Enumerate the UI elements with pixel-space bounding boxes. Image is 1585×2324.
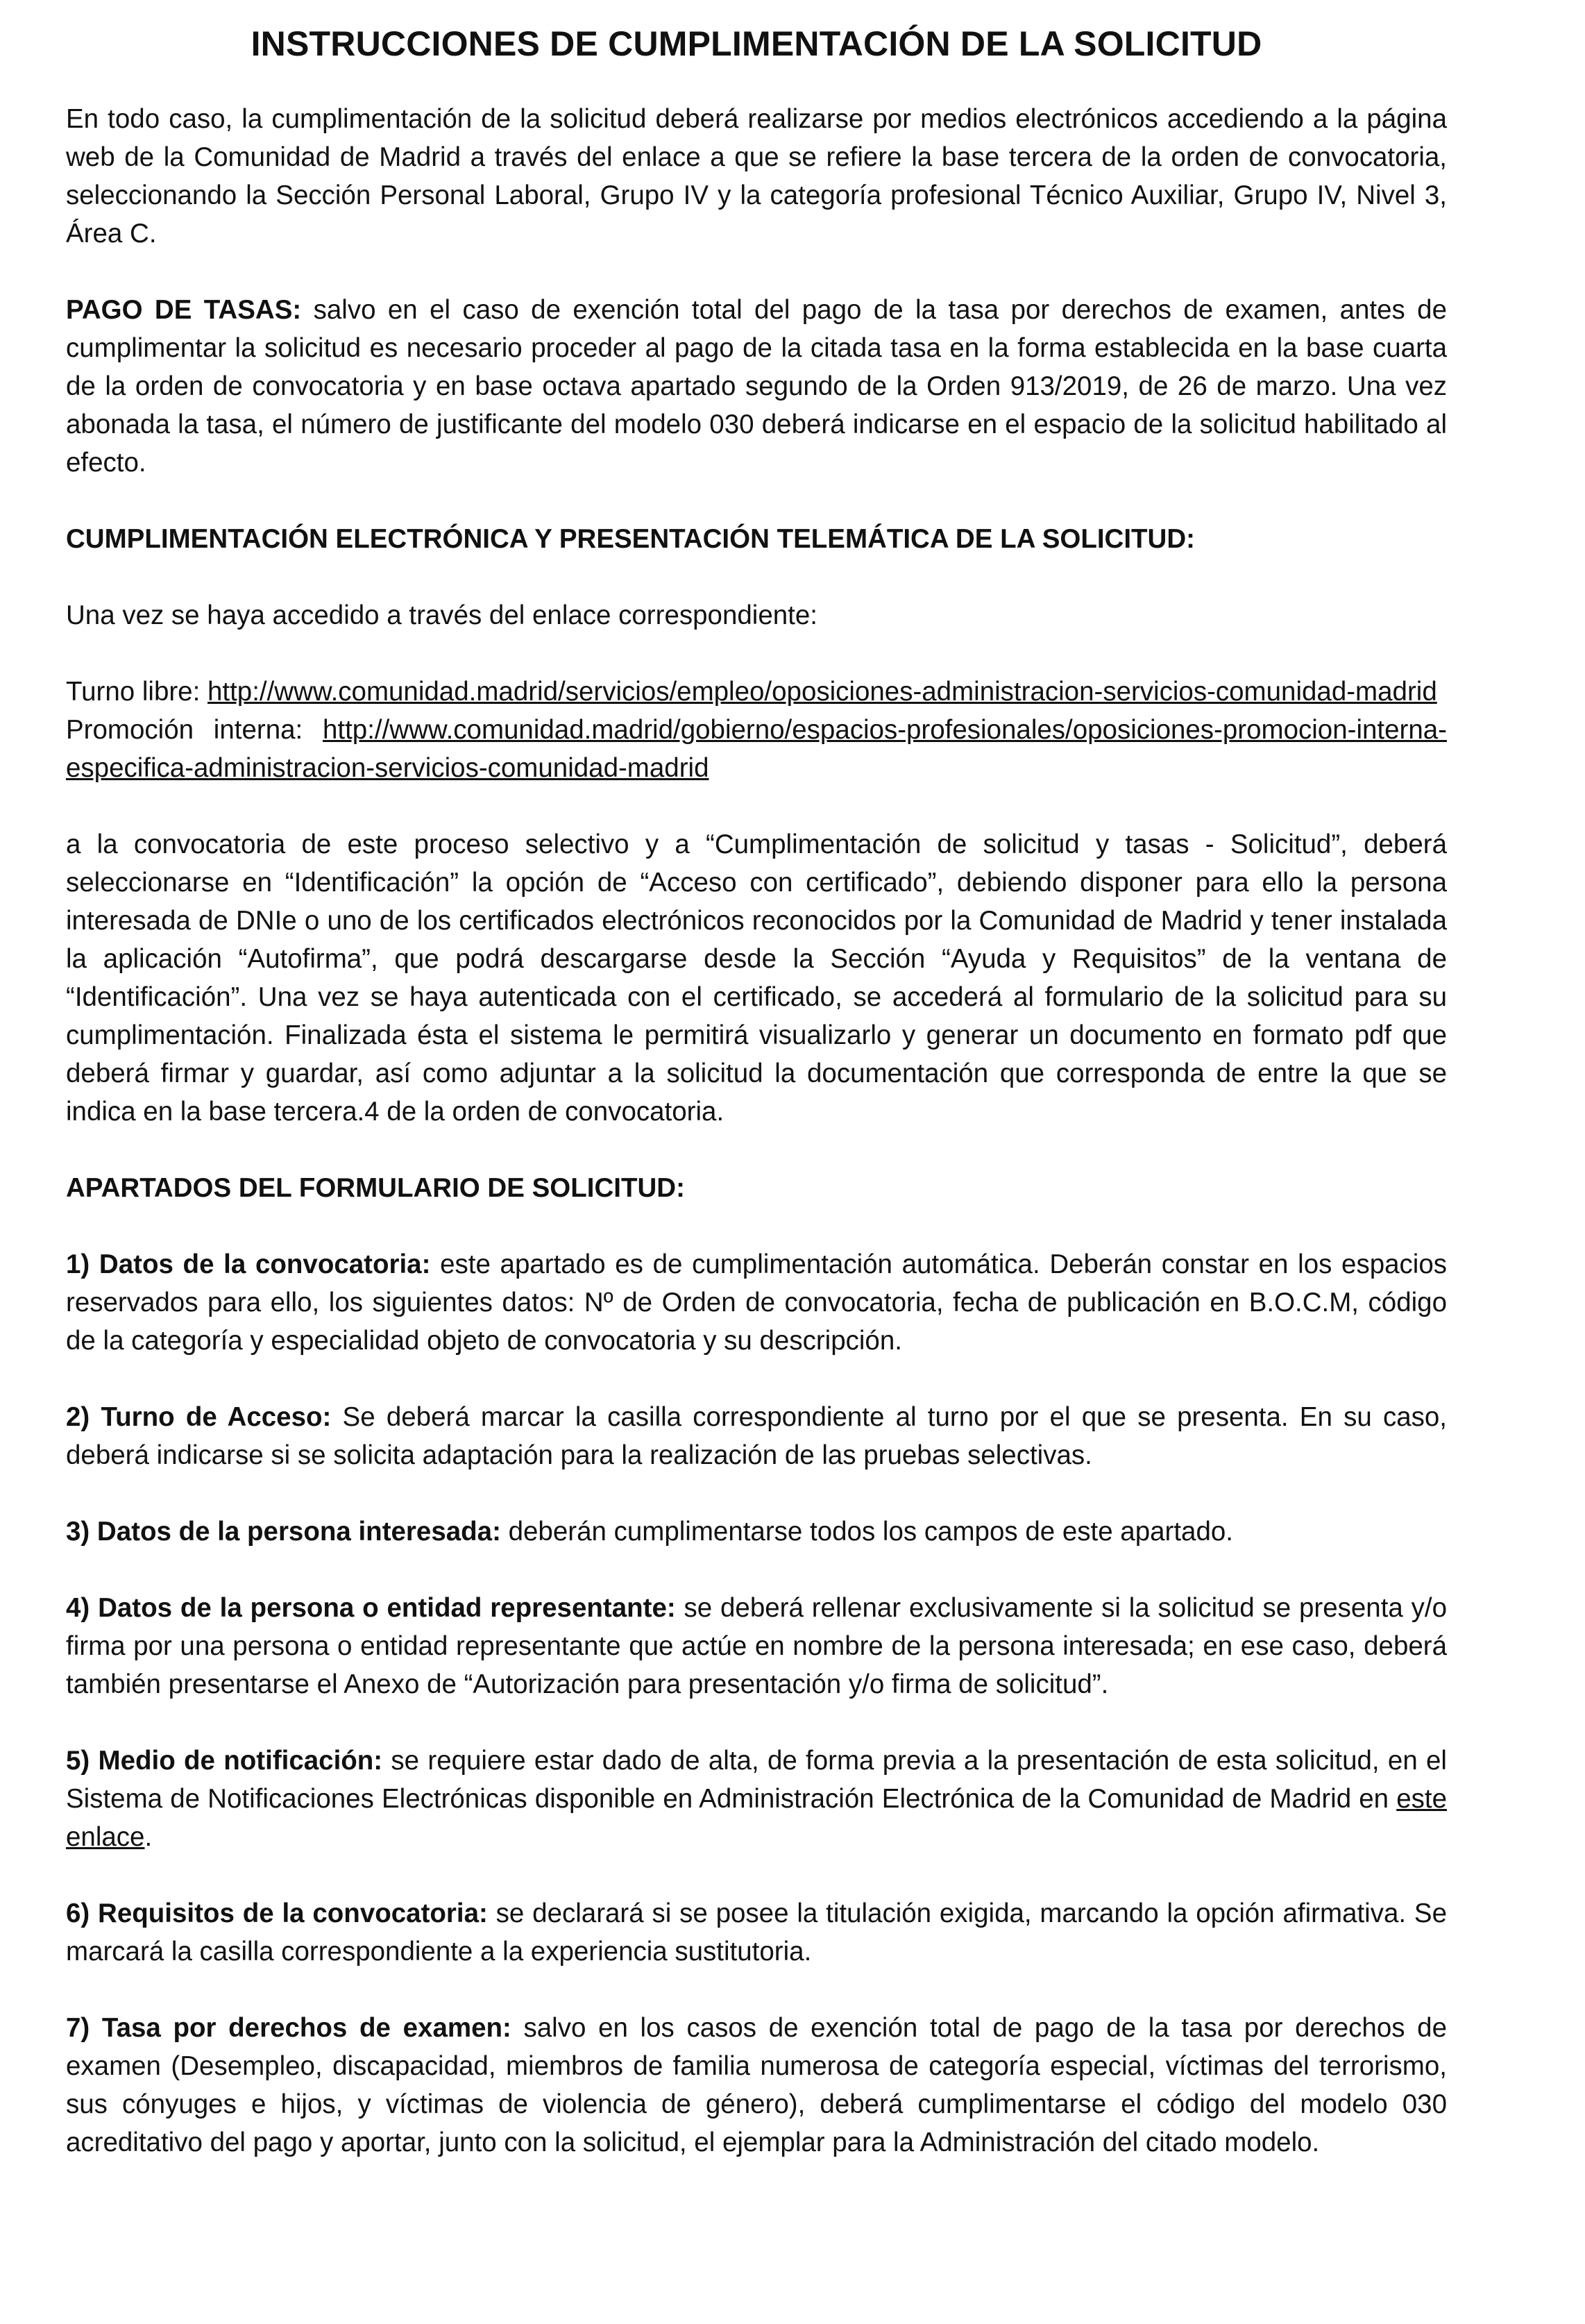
- apartado-1: [66, 1245, 1447, 1360]
- notificaciones-link[interactable]: este enlace: [66, 1784, 1447, 1852]
- promocion-interna-link[interactable]: http://www.comunidad.madrid/gobierno/espacios-profesionales/oposiciones-promocion-interna-especifica-administracion-servicios-comunidad-madrid: [66, 715, 1447, 783]
- document-page: [66, 21, 1447, 2200]
- turno-libre-line: [66, 673, 1447, 711]
- apartado-6: [66, 1894, 1447, 1971]
- apartados-heading-text: APARTADOS DEL FORMULARIO DE SOLICITUD:: [66, 1173, 685, 1203]
- apartado-lead: 1) Datos de la convocatoria:: [66, 1249, 431, 1279]
- turno-libre-label: Turno libre:: [66, 677, 207, 707]
- apartado-lead: 2) Turno de Acceso:: [66, 1402, 332, 1432]
- pago-tasas-paragraph: [66, 291, 1447, 482]
- apartado-lead: 3) Datos de la persona interesada:: [66, 1517, 501, 1547]
- apartado-text: salvo en los casos de exención total de pago de la tasa por derechos de examen (Desempleo, discapacidad, miembros de familia numerosa de categoría especial, víctimas del terrorismo, sus cónyuges e hijos, y víctimas de violencia de género), deberá cumplimentarse el código del modelo 030 acreditativo del pago y aportar, junto con la solicitud, el ejemplar para la Administración del citado modelo.: [66, 2013, 1447, 2157]
- pago-tasas-heading: PAGO DE TASAS:: [66, 295, 302, 325]
- apartado-text: este apartado es de cumplimentación automática. Deberán constar en los espacios reservados para ello, los siguientes datos: Nº de Orden de convocatoria, fecha de publicación en B.O.C.M, código de la categoría y especialidad objeto de convocatoria y su descripción.: [66, 1249, 1447, 1356]
- promocion-interna-label: Promoción interna:: [66, 715, 323, 745]
- apartado-7: [66, 2009, 1447, 2162]
- apartado-tail: .: [144, 1822, 153, 1852]
- pago-tasas-text: salvo en el caso de exención total del pago de la tasa por derechos de examen, antes de cumplimentar la solicitud es necesario proceder al pago de la citada tasa en la forma establecida en la base cuarta de la orden de convocatoria y en base octava apartado segundo de la Orden 913/2019, de 26 de marzo. Una vez abonada la tasa, el número de justificante del modelo 030 deberá indicarse en el espacio de la solicitud habilitado al efecto.: [66, 295, 1448, 478]
- acceso-intro: Una vez se haya accedido a través del enlace correspondiente:: [66, 600, 817, 630]
- intro-paragraph: En todo caso, la cumplimentación de la solicitud deberá realizarse por medios electrónicos accediendo a la página web de la Comunidad de Madrid a través del enlace a que se refiere la base tercera de la orden de convocatoria, seleccionando la Sección Personal Laboral, Grupo IV y la categoría profesional Técnico Auxiliar, Grupo IV, Nivel 3, Área C.: [66, 104, 1447, 249]
- apartado-text: se deberá rellenar exclusivamente si la solicitud se presenta y/o firma por una persona o entidad representante que actúe en nombre de la persona interesada; en ese caso, deberá también presentarse el Anexo de “Autorización para presentación y/o firma de solicitud”.: [66, 1593, 1447, 1699]
- cumplimentacion-heading-text: CUMPLIMENTACIÓN ELECTRÓNICA Y PRESENTACIÓN TELEMÁTICA DE LA SOLICITUD:: [66, 524, 1195, 554]
- apartado-lead: 4) Datos de la persona o entidad representante:: [66, 1593, 676, 1623]
- turno-libre-link[interactable]: http://www.comunidad.madrid/servicios/empleo/oposiciones-administracion-servicios-comunidad-madrid: [207, 677, 1437, 707]
- apartado-text: Se deberá marcar la casilla correspondiente al turno por el que se presenta. En su caso, deberá indicarse si se solicita adaptación para la realización de las pruebas selectivas.: [66, 1402, 1447, 1470]
- apartado-text: se requiere estar dado de alta, de forma previa a la presentación de esta solicitud, en el Sistema de Notificaciones Electrónicas disponible en Administración Electrónica de la Comunidad de Madrid en: [66, 1746, 1447, 1814]
- apartado-3: [66, 1513, 1447, 1551]
- apartado-lead: 7) Tasa por derechos de examen:: [66, 2013, 511, 2043]
- apartado-text: deberán cumplimentarse todos los campos de este apartado.: [500, 1517, 1233, 1547]
- cumplimentacion-heading: [66, 520, 1447, 558]
- apartado-text: se declarará si se posee la titulación exigida, marcando la opción afirmativa. Se marcará la casilla correspondiente a la experiencia sustitutoria.: [66, 1898, 1448, 1967]
- convocatoria-paragraph: a la convocatoria de este proceso selectivo y a “Cumplimentación de solicitud y tasas - Solicitud”, deberá seleccionarse en “Identificación” la opción de “Acceso con certificado”, debiendo disponer para ello la persona interesada de DNIe o uno de los certificados electrónicos reconocidos por la Comunidad de Madrid y tener instalada la aplicación “Autofirma”, que podrá descargarse desde la Sección “Ayuda y Requisitos” de la ventana de “Identificación”. Una vez se haya autenticada con el certificado, se accederá al formulario de la solicitud para su cumplimentación. Finalizada ésta el sistema le permitirá visualizarlo y generar un documento en formato pdf que deberá firmar y guardar, así como adjuntar a la solicitud la documentación que corresponda de entre la que se indica en la base tercera.4 de la orden de convocatoria.: [66, 830, 1447, 1127]
- apartado-lead: 5) Medio de notificación:: [66, 1746, 383, 1776]
- apartado-2: [66, 1398, 1447, 1474]
- apartados-heading: [66, 1169, 1447, 1207]
- promocion-interna-line: [66, 711, 1447, 787]
- apartado-4: [66, 1589, 1447, 1703]
- page-title: INSTRUCCIONES DE CUMPLIMENTACIÓN DE LA SOLICITUD: [251, 24, 1262, 63]
- apartado-lead: 6) Requisitos de la convocatoria:: [66, 1898, 488, 1928]
- apartado-5: [66, 1742, 1447, 1856]
